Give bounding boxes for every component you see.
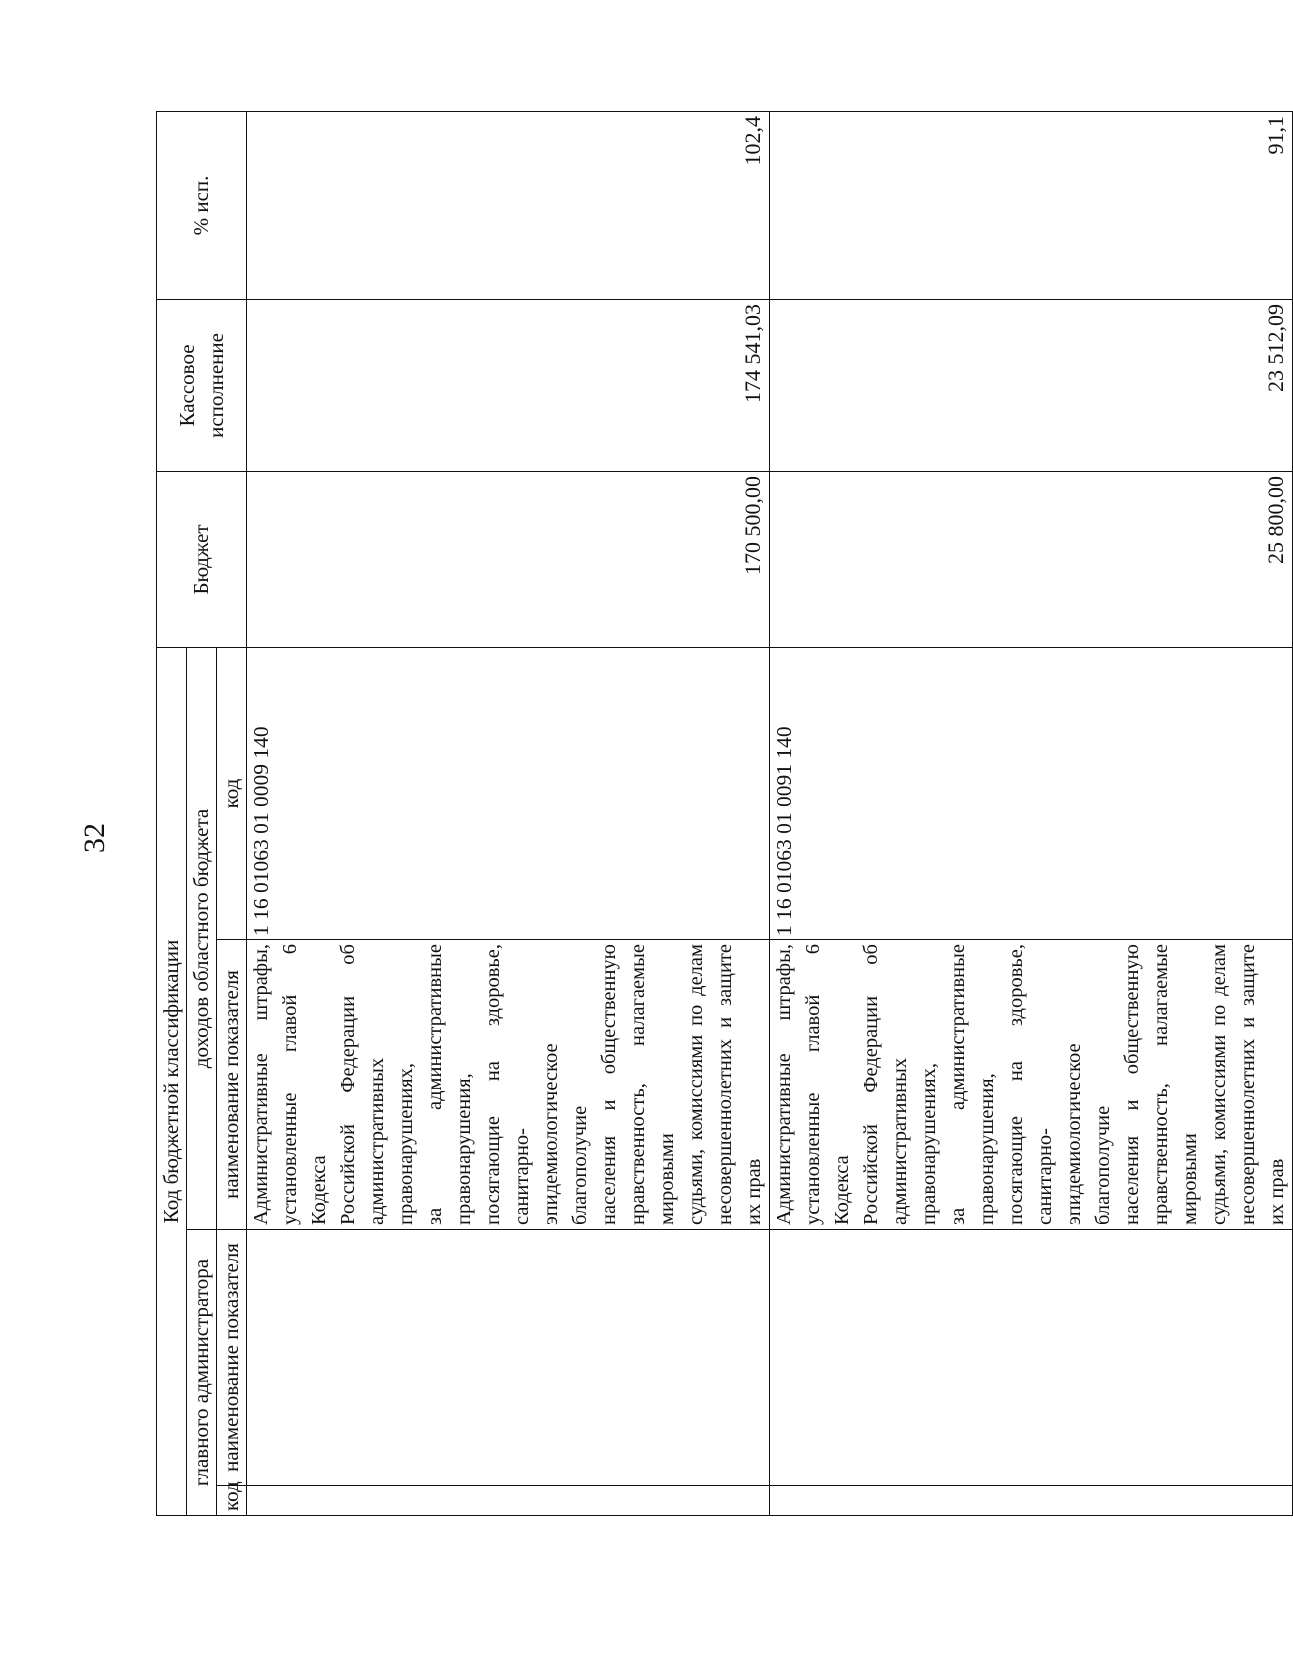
header-classification: Код бюджетной классификации	[157, 647, 187, 1515]
description-line: эпидемиологическое благополучие	[1063, 1043, 1114, 1225]
description-line: населения и общественную	[598, 944, 620, 1225]
budget-execution-table	[156, 111, 1293, 1516]
header-chief-admin: главного администратора	[187, 1230, 217, 1516]
table-row	[770, 111, 1293, 1515]
description-line: судьями, комиссиями по делам	[1208, 944, 1230, 1225]
description-line: административных правонарушениях,	[366, 1057, 417, 1225]
description-line: населения и общественную	[1121, 944, 1143, 1225]
description-line: за административные правонарушения,	[424, 944, 475, 1225]
classification-code: 1 16 01063 01 0009 140	[247, 647, 770, 939]
budget-value: 170 500,00	[247, 471, 770, 647]
header-cash-line-1: Кассовое	[174, 344, 199, 427]
header-income-code: код	[217, 647, 247, 939]
description-line: установленные главой 6 Кодекса	[802, 944, 853, 1225]
header-percent: % исп.	[157, 111, 247, 299]
header-row-1	[157, 111, 187, 1515]
rotated-table-frame	[156, 112, 1288, 1516]
description-line: судьями, комиссиями по делам	[685, 944, 707, 1225]
description-line: посягающие на здоровье, санитарно-	[482, 944, 533, 1225]
cash-execution-value: 23 512,09	[770, 299, 1293, 471]
admin-name-cell	[770, 1230, 1293, 1486]
description-line: нравственность, налагаемые мировыми	[1150, 944, 1201, 1225]
rotated-table-region	[156, 112, 1288, 1516]
description-line: Российской Федерации об	[860, 944, 882, 1225]
description-line: эпидемиологическое благополучие	[540, 1043, 591, 1225]
indicator-description	[247, 940, 770, 1230]
description-line: Российской Федерации об	[337, 944, 359, 1225]
description-line: нравственность, налагаемые мировыми	[627, 944, 678, 1225]
header-income-name: наименование показателя	[217, 940, 247, 1230]
description-line: административных правонарушениях,	[889, 1057, 940, 1225]
header-cash-line-2: исполнение	[203, 333, 228, 438]
description-line: посягающие на здоровье, санитарно-	[1005, 944, 1056, 1225]
description-line: несовершеннолетних и защите их прав	[1237, 944, 1288, 1225]
admin-code-cell	[770, 1486, 1293, 1516]
description-line: за административные правонарушения,	[947, 944, 998, 1225]
classification-code: 1 16 01063 01 0091 140	[770, 647, 1293, 939]
description-line: Административные штрафы,	[250, 944, 272, 1225]
header-admin-code: код	[217, 1486, 247, 1516]
header-admin-name: наименование показателя	[217, 1230, 247, 1486]
percent-value: 102,4	[247, 111, 770, 299]
cash-execution-value: 174 541,03	[247, 299, 770, 471]
percent-value: 91,1	[770, 111, 1293, 299]
admin-name-cell	[247, 1230, 770, 1486]
admin-code-cell	[247, 1486, 770, 1516]
description-line: установленные главой 6 Кодекса	[279, 944, 330, 1225]
header-cash-execution	[157, 299, 247, 471]
table-row	[247, 111, 770, 1515]
indicator-description	[770, 940, 1293, 1230]
description-line: несовершеннолетних и защите их прав	[714, 944, 765, 1225]
description-line: Административные штрафы,	[773, 944, 795, 1225]
page-number: 32	[78, 823, 111, 853]
budget-value: 25 800,00	[770, 471, 1293, 647]
header-budget: Бюджет	[157, 471, 247, 647]
header-regional-income: доходов областного бюджета	[187, 647, 217, 1229]
